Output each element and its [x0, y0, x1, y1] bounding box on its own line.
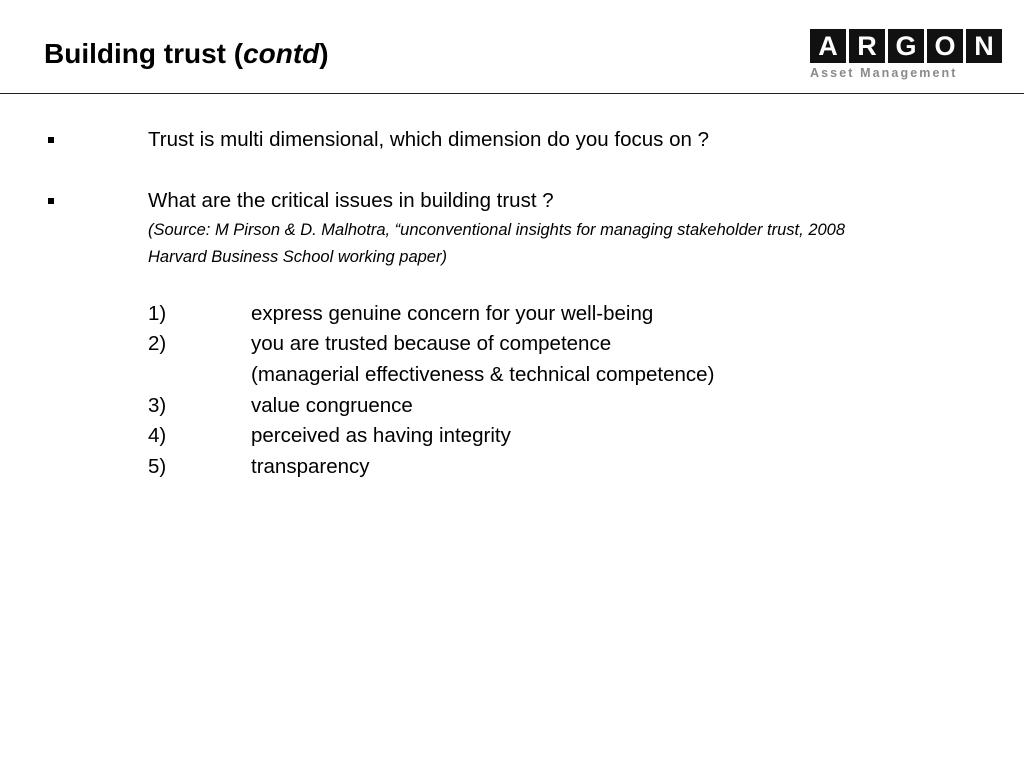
issue-number: 5)	[148, 455, 167, 478]
source-line-1: (Source: M Pirson & D. Malhotra, “unconventional insights for managing stakeholder trust, 2008	[148, 221, 846, 239]
logo-subtitle: Asset Management	[810, 66, 958, 80]
source-line-2: Harvard Business School working paper)	[148, 248, 447, 266]
slide-title-italic: contd	[243, 38, 320, 69]
logo-letter: A	[810, 29, 846, 63]
issue-number: 4)	[148, 424, 167, 447]
argon-logo	[810, 29, 1005, 85]
issue-text: you are trusted because of competence	[251, 332, 612, 355]
issue-text: value congruence	[251, 394, 413, 417]
issue-text: express genuine concern for your well-being	[251, 302, 654, 325]
issue-text: transparency	[251, 455, 370, 478]
title-divider	[0, 93, 1024, 94]
logo-letter: O	[927, 29, 963, 63]
logo-letter: N	[966, 29, 1002, 63]
bullet-text: What are the critical issues in building trust ?	[148, 189, 554, 212]
issue-number: 3)	[148, 394, 167, 417]
issue-continuation: (managerial effectiveness & technical competence)	[251, 363, 715, 386]
logo-letter-row	[810, 29, 1005, 63]
slide-title-main: Building trust (	[44, 38, 244, 69]
issue-text: perceived as having integrity	[251, 424, 511, 447]
issue-number: 2)	[148, 332, 167, 355]
bullet-text: Trust is multi dimensional, which dimension do you focus on ?	[148, 128, 709, 151]
logo-letter: G	[888, 29, 924, 63]
issue-number: 1)	[148, 302, 167, 325]
slide-title-end: )	[319, 38, 329, 69]
bullet-icon	[48, 198, 54, 204]
slide-title	[44, 36, 329, 72]
bullet-icon	[48, 137, 54, 143]
logo-letter: R	[849, 29, 885, 63]
